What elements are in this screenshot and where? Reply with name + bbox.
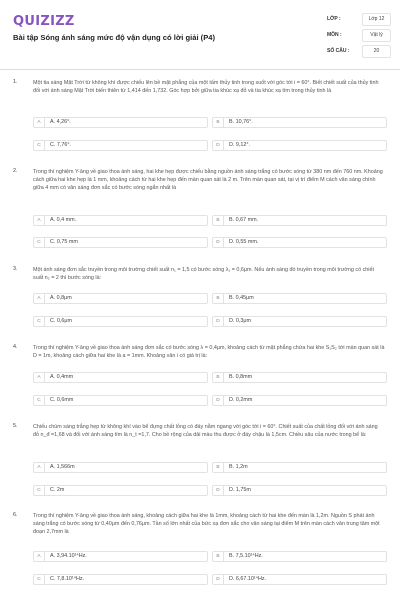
option-text: C. 0,75 mm [50, 239, 78, 245]
class-value: Lớp 12 [362, 13, 391, 26]
option-letter: D [213, 486, 224, 495]
option-text: A. 1,566m [50, 464, 75, 470]
question-text: Trong thí nghiệm Y-âng về giao thoa ánh sáng, khoảng cách giữa hai khe là 1mm, khoảng cách từ hai khe đến màn là 1,2m. Nguồn S phát ánh sáng trắng có bước sóng từ 0,40μm đến 0,76μm. Tần số lớn nhất của bức xạ đơn sắc cho vân sáng tại điểm M trên màn cách vân trung tâm một đoạn 2,7mm là [33, 513, 380, 535]
option-letter: A [34, 118, 45, 127]
option-letter: C [34, 575, 45, 584]
question-number: 3. [13, 266, 18, 272]
option-d[interactable] [212, 316, 387, 327]
question-number: 6. [13, 512, 18, 518]
question-text: Trong thí nghiệm Y-âng về giao thoa ánh sáng đơn sắc có bước sóng λ = 0,4μm, khoảng cách từ mặt phẳng chứa hai khe S₁S₂ tới màn quan sát là D = 1m, khoảng cách giữa hai khe là a = 1mm. Khoảng vân i có giá trị là: [33, 345, 385, 359]
option-b[interactable] [212, 117, 387, 128]
option-a[interactable] [33, 462, 208, 473]
option-text: D. 0,3μm [229, 318, 251, 324]
question-count-value: 20 [362, 45, 391, 58]
option-text: B. 0,45μm [229, 295, 254, 301]
option-letter: C [34, 396, 45, 405]
option-d[interactable] [212, 140, 387, 151]
subject-value: Vật lý [362, 29, 391, 42]
option-d[interactable] [212, 395, 387, 406]
option-a[interactable] [33, 551, 208, 562]
option-text: D. 1,75m [229, 487, 251, 493]
option-b[interactable] [212, 372, 387, 383]
option-c[interactable] [33, 316, 208, 327]
option-b[interactable] [212, 215, 387, 226]
option-letter: A [34, 216, 45, 225]
option-b[interactable] [212, 551, 387, 562]
option-letter: B [213, 463, 224, 472]
option-text: C. 0,6μm [50, 318, 72, 324]
option-c[interactable] [33, 574, 208, 585]
option-text: D. 6,67.10¹⁴Hz. [229, 576, 267, 582]
option-letter: D [213, 396, 224, 405]
quizizz-logo[interactable]: QUIZIZZ [13, 14, 75, 29]
option-a[interactable] [33, 117, 208, 128]
option-d[interactable] [212, 485, 387, 496]
option-letter: D [213, 575, 224, 584]
option-text: A. 0,8μm [50, 295, 72, 301]
option-a[interactable] [33, 293, 208, 304]
option-letter: C [34, 486, 45, 495]
option-letter: D [213, 141, 224, 150]
question-text: Một ánh sáng đơn sắc truyền trong môi trường chiết suất n₁ = 1,5 có bước sóng λ₁ = 0,6μm. Nếu ánh sáng đó truyền trong môi trường có chiết suất n₂ = 2 thì bước sóng là: [33, 267, 374, 281]
option-b[interactable] [212, 462, 387, 473]
option-text: C. 0,6mm [50, 397, 74, 403]
option-text: A. 4,26°. [50, 119, 71, 125]
option-letter: A [34, 463, 45, 472]
question-number: 2. [13, 168, 18, 174]
option-text: C. 7,76°. [50, 142, 72, 148]
subject-label: MÔN : [327, 32, 342, 38]
option-a[interactable] [33, 215, 208, 226]
question-number: 4. [13, 344, 18, 350]
header-divider [0, 69, 400, 70]
option-letter: B [213, 373, 224, 382]
option-d[interactable] [212, 574, 387, 585]
class-label: LỚP : [327, 16, 341, 22]
option-letter: A [34, 552, 45, 561]
option-text: A. 0,4 mm. [50, 217, 77, 223]
option-text: B. 0,8mm [229, 374, 253, 380]
option-letter: B [213, 216, 224, 225]
option-text: D. 0,2mm [229, 397, 253, 403]
option-c[interactable] [33, 395, 208, 406]
option-letter: A [34, 294, 45, 303]
option-d[interactable] [212, 237, 387, 248]
option-letter: C [34, 141, 45, 150]
option-letter: B [213, 294, 224, 303]
option-text: D. 9,12°. [229, 142, 251, 148]
option-letter: C [34, 238, 45, 247]
option-c[interactable] [33, 140, 208, 151]
option-text: B. 10,76°. [229, 119, 253, 125]
worksheet-title: Bài tập Sóng ánh sáng mức độ vận dụng có lời giải (P4) [13, 33, 216, 42]
option-text: A. 3,94.10¹⁴Hz. [50, 553, 87, 559]
option-letter: B [213, 552, 224, 561]
option-text: B. 7,5.10¹⁴Hz. [229, 553, 263, 559]
worksheet-header [0, 0, 400, 64]
option-text: C. 7,8.10¹⁴Hz. [50, 576, 85, 582]
option-letter: B [213, 118, 224, 127]
option-text: C. 2m [50, 487, 65, 493]
option-text: B. 1,2m [229, 464, 248, 470]
option-letter: A [34, 373, 45, 382]
option-text: D. 0,55 mm. [229, 239, 259, 245]
option-letter: D [213, 317, 224, 326]
question-text: Chiếu chùm sáng trắng hẹp từ không khí vào bể đựng chất lỏng có đáy nằm ngang với góc tới i = 60°. Chiết suất của chất lỏng đối với ánh sáng đỏ n_đ =1,68 và đối với ánh sáng tím là n_t =1,7. Cho bề rộng của dải màu thu được ở đáy chậu là 1,5cm. Chiều sâu của nước trong bể là: [33, 424, 378, 438]
question-text: Trong thí nghiệm Y-âng về giao thoa ánh sáng, hai khe hẹp được chiếu bằng nguồn ánh sáng trắng có bước sóng từ 380 nm đến 760 nm. Khoảng cách giữa hai khe hẹp là 1 mm, khoảng cách từ hai khe hẹp đến màn quan sát là 2 m. Trên màn quan sát, tại vị trí điểm M cách vân sáng chính giữa 4 mm có vân sáng đơn sắc có bước sóng ngắn nhất là [33, 169, 383, 191]
option-c[interactable] [33, 485, 208, 496]
option-text: B. 0,67 mm. [229, 217, 259, 223]
question-count-label: SỐ CÂU : [327, 48, 350, 54]
question-number: 5. [13, 423, 18, 429]
option-a[interactable] [33, 372, 208, 383]
question-text: Một tia sáng Mặt Trời từ không khí được chiếu lên bề mặt phẳng của một tấm thủy tinh trong suốt với góc tới i = 60°. Biết chiết suất của thủy tinh đối với ánh sáng Mặt Trời biến thiên từ 1,414 đến 1,732. Góc hợp bởi giữa tia khúc xạ đỏ và tia khúc xạ tím trong thủy tinh là [33, 80, 379, 94]
option-b[interactable] [212, 293, 387, 304]
option-letter: C [34, 317, 45, 326]
option-text: A. 0,4mm [50, 374, 74, 380]
option-c[interactable] [33, 237, 208, 248]
option-letter: D [213, 238, 224, 247]
question-number: 1. [13, 79, 18, 85]
